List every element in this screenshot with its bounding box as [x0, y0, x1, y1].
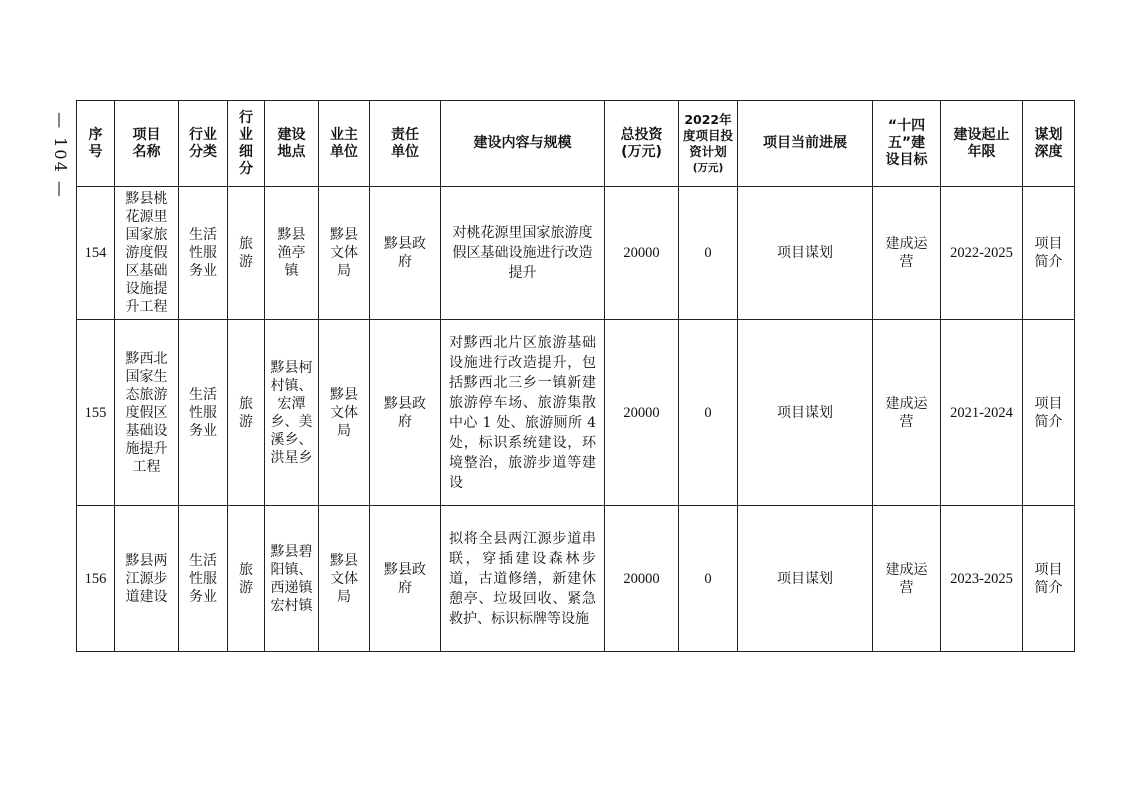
table-row [77, 506, 1075, 652]
cell-name: 黟县桃花源里国家旅游度假区基础设施提升工程 [115, 187, 179, 320]
cell-plan-2022: 0 [679, 320, 738, 506]
cell-location: 黟县碧阳镇、西递镇宏村镇 [265, 506, 319, 652]
cell-subindustry: 旅游 [228, 187, 265, 320]
cell-total-investment: 20000 [605, 320, 679, 506]
header-responsible: 责任单位 [370, 101, 441, 187]
cell-period: 2022-2025 [941, 187, 1023, 320]
header-period: 建设起止年限 [941, 101, 1023, 187]
cell-period: 2021-2024 [941, 320, 1023, 506]
header-target: “十四五”建设目标 [873, 101, 941, 187]
cell-name: 黟西北国家生态旅游度假区基础设施提升工程 [115, 320, 179, 506]
cell-seq: 156 [77, 506, 115, 652]
table-row [77, 187, 1075, 320]
cell-owner: 黟县文体局 [319, 320, 370, 506]
cell-target: 建成运营 [873, 320, 941, 506]
header-industry: 行业分类 [179, 101, 228, 187]
cell-name: 黟县两江源步道建设 [115, 506, 179, 652]
cell-target: 建成运营 [873, 187, 941, 320]
cell-plan-2022: 0 [679, 506, 738, 652]
table-header-row [77, 101, 1075, 187]
cell-industry: 生活性服务业 [179, 187, 228, 320]
header-total-investment-unit: (万元) [621, 143, 662, 160]
cell-progress: 项目谋划 [738, 187, 873, 320]
header-progress: 项目当前进展 [738, 101, 873, 187]
cell-owner: 黟县文体局 [319, 506, 370, 652]
cell-industry: 生活性服务业 [179, 506, 228, 652]
cell-responsible: 黟县政府 [370, 187, 441, 320]
header-owner: 业主单位 [319, 101, 370, 187]
header-total-investment-label: 总投资 [620, 126, 663, 143]
header-name: 项目名称 [115, 101, 179, 187]
header-subindustry: 行业细分 [228, 101, 265, 187]
header-plan-2022-label: 2022年度项目投资计划 [682, 111, 733, 159]
cell-target: 建成运营 [873, 506, 941, 652]
cell-location: 黟县柯村镇、宏潭乡、美溪乡、洪星乡 [265, 320, 319, 506]
cell-depth: 项目简介 [1023, 187, 1075, 320]
cell-total-investment: 20000 [605, 506, 679, 652]
header-seq: 序号 [77, 101, 115, 187]
cell-responsible: 黟县政府 [370, 320, 441, 506]
cell-depth: 项目简介 [1023, 320, 1075, 506]
table-row [77, 320, 1075, 506]
header-depth: 谋划深度 [1023, 101, 1075, 187]
cell-location: 黟县渔亭镇 [265, 187, 319, 320]
header-plan-2022 [679, 101, 738, 187]
cell-progress: 项目谋划 [738, 506, 873, 652]
cell-content: 对桃花源里国家旅游度假区基础设施进行改造提升 [441, 187, 605, 320]
cell-plan-2022: 0 [679, 187, 738, 320]
page-number [40, 100, 80, 210]
cell-content: 拟将全县两江源步道串联，穿插建设森林步道，古道修缮，新建休憩亭、垃圾回收、紧急救护、标识标牌等设施 [441, 506, 605, 652]
cell-progress: 项目谋划 [738, 320, 873, 506]
cell-industry: 生活性服务业 [179, 320, 228, 506]
cell-total-investment: 20000 [605, 187, 679, 320]
cell-period: 2023-2025 [941, 506, 1023, 652]
header-total-investment [605, 101, 679, 187]
cell-subindustry: 旅游 [228, 506, 265, 652]
page-number-label: — 104 — [50, 111, 70, 199]
header-location: 建设地点 [265, 101, 319, 187]
header-plan-2022-unit: (万元) [692, 161, 724, 174]
cell-seq: 154 [77, 187, 115, 320]
header-content: 建设内容与规模 [441, 101, 605, 187]
cell-owner: 黟县文体局 [319, 187, 370, 320]
cell-subindustry: 旅游 [228, 320, 265, 506]
cell-seq: 155 [77, 320, 115, 506]
project-table [76, 100, 1075, 652]
cell-depth: 项目简介 [1023, 506, 1075, 652]
cell-responsible: 黟县政府 [370, 506, 441, 652]
cell-content: 对黟西北片区旅游基础设施进行改造提升，包括黟西北三乡一镇新建旅游停车场、旅游集散中心 1 处、旅游厕所 4 处，标识系统建设，环境整治，旅游步道等建设 [441, 320, 605, 506]
